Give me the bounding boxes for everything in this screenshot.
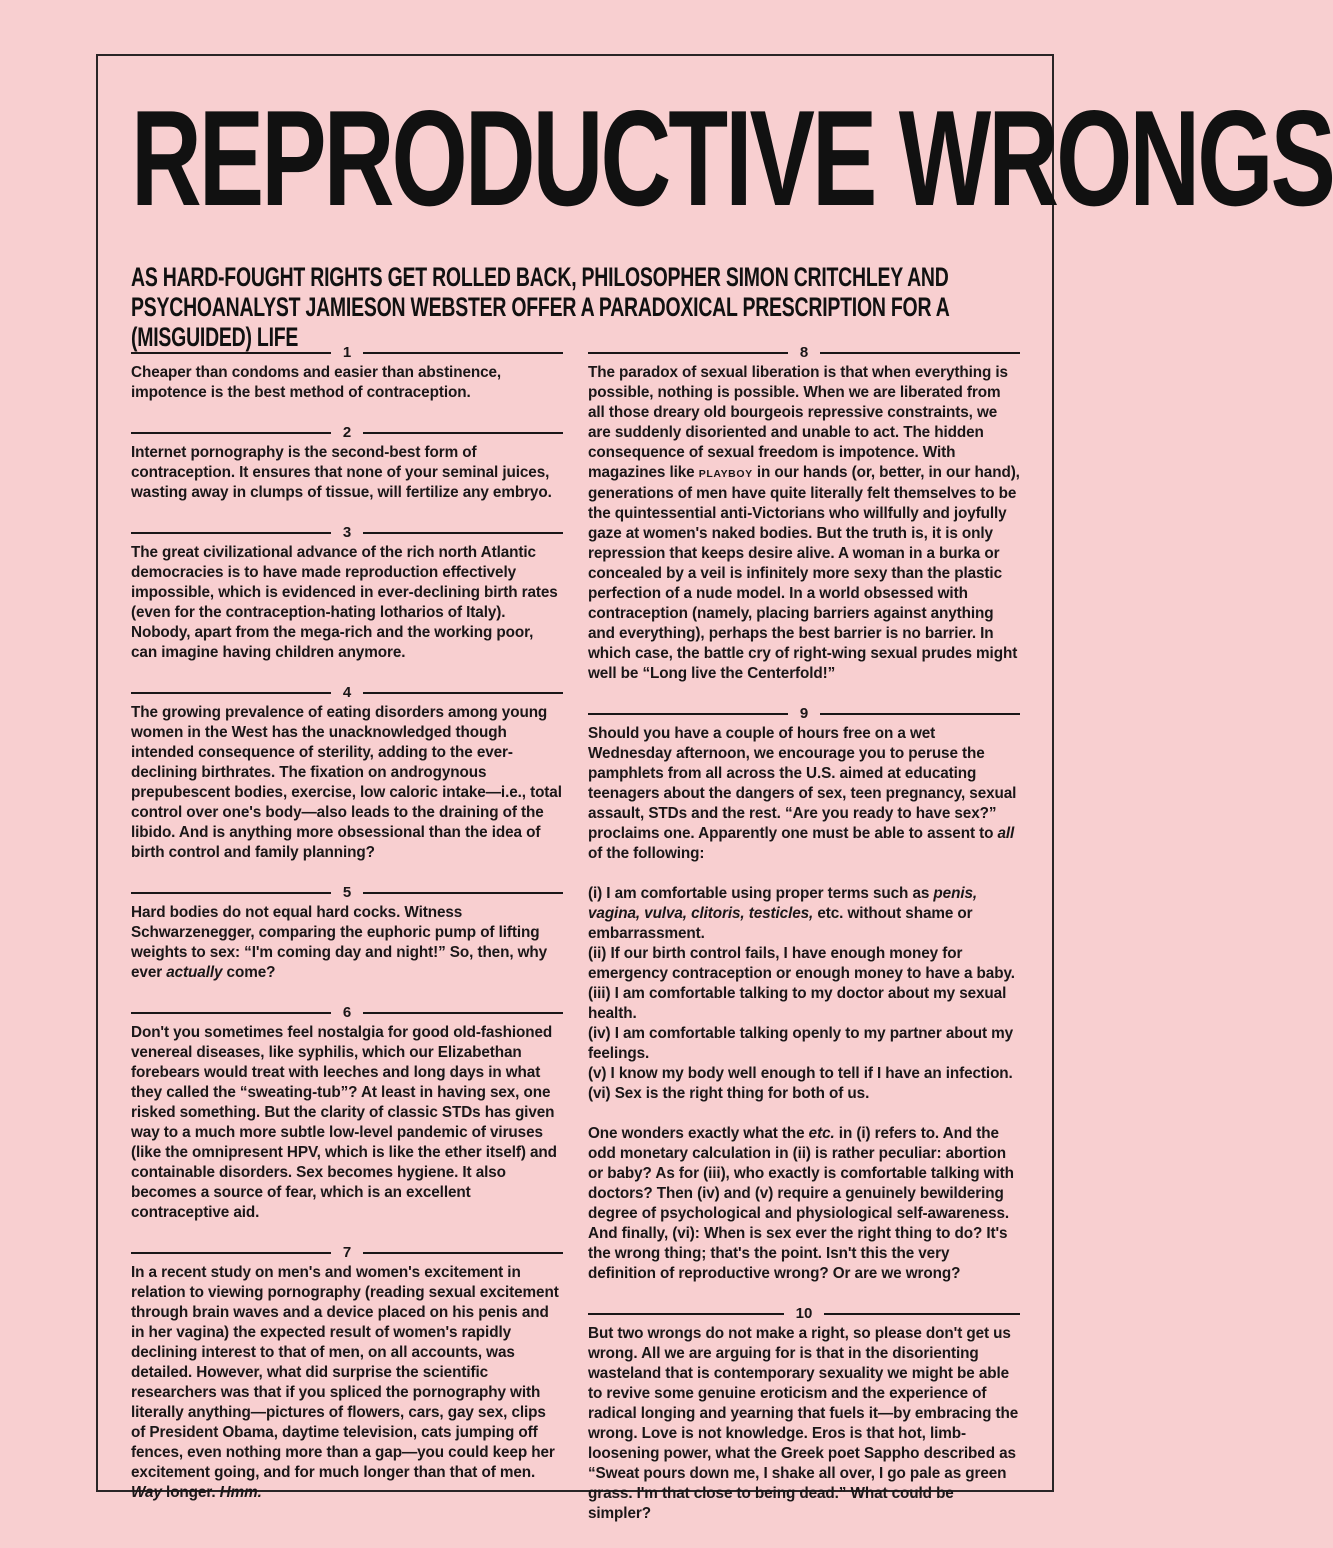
right-column [588,343,1020,1544]
text-run: in (i) refers to. And the odd monetary calculation in (ii) is rather peculiar: abortion or baby? As for (iii), who exactly is comfortable talking with doctors? Then (iv) and (v) require a genuinely bewildering degree of psychological and physiological self-awareness. And finally, (vi): When is sex ever the right thing to do? It's the wrong thing; that's the point. Isn't this the very definition of reproductive wrong? Or are we wrong? [588,1125,1014,1282]
section-number: 7 [342,1244,352,1261]
section-divider [131,1003,563,1023]
section-divider [588,343,1020,363]
section-number: 4 [342,684,352,701]
divider-rule [131,352,331,354]
divider-rule [131,532,331,534]
section-text: But two wrongs do not make a right, so please don't get us wrong. All we are arguing for is that in the disorienting wasteland that is contemporary sexuality we might be able to revive some genuine eroticism and the experience of radical longing and yearning that fuels it—by embracing the wrong. Love is not knowledge. Eros is that hot, limb-loosening power, what the Greek poet Sappho described as “Sweat pours down me, I shake all over, I go pale as green grass. I'm that close to being dead.” What could be simpler? [588,1325,1019,1522]
section-divider [131,343,563,363]
divider-rule [820,713,1020,715]
text-run: come? [222,964,276,981]
divider-rule [363,692,563,694]
checklist-item [588,884,1020,944]
section-6 [131,1003,563,1223]
divider-rule [363,892,563,894]
divider-rule [588,352,788,354]
section-number: 1 [342,344,352,361]
checklist-item: (vi) Sex is the right thing for both of us. [588,1085,870,1102]
section-number: 8 [799,344,809,361]
emphasis: etc. [808,1125,835,1142]
section-8 [588,343,1020,684]
text-run: Hard bodies do not equal hard cocks. Witness Schwarzenegger, comparing the euphoric pump of lifting weights to sex: “I'm coming day and night!” So, then, why ever [131,904,548,981]
section-2 [131,423,563,503]
divider-rule [363,1252,563,1254]
section-number: 9 [799,705,809,722]
divider-rule [131,1012,331,1014]
divider-rule [588,713,788,715]
magazine-name: PLAYBOY [698,468,753,480]
emphasis: Hmm. [219,1484,262,1501]
section-number: 6 [342,1004,352,1021]
checklist-item: (v) I know my body well enough to tell if I have an infection. [588,1065,1013,1082]
section-4 [131,683,563,863]
section-text [588,363,1020,684]
emphasis: actually [166,964,223,981]
checklist-item: (ii) If our birth control fails, I have enough money for emergency contraception or enough money to have a baby. [588,945,1015,982]
checklist-item: (iii) I am comfortable talking to my doctor about my sexual health. [588,985,1007,1022]
section-text: The great civilizational advance of the rich north Atlantic democracies is to have made reproduction effectively impossible, which is evidenced in ever-declining birth rates (even for the contraception-hating lotharios of Italy). Nobody, apart from the mega-rich and the working poor, can imagine having children anymore. [131,544,558,661]
section-text [131,1263,563,1503]
section-5 [131,883,563,983]
text-run: Should you have a couple of hours free on a wet Wednesday afternoon, we encourage you to peruse the pamphlets from all across the U.S. aimed at educating teenagers about the dangers of sex, teen pregnancy, sexual assault, STDs and the rest. “Are you ready to have sex?” proclaims one. Apparently one must be able to assent to [588,725,1017,842]
section-divider [131,423,563,443]
text-run: One wonders exactly what the [588,1125,809,1142]
section-text: Internet pornography is the second-best form of contraception. It ensures that none of your seminal juices, wasting away in clumps of tissue, will fertilize any embryo. [131,444,552,501]
article-title: REPRODUCTIVE WRONGS [131,82,1333,234]
section-divider [131,683,563,703]
text-run: The paradox of sexual liberation is that when everything is possible, nothing is possible. When we are liberated from all those dreary old bourgeois repressive constraints, we are suddenly disoriented and unable to act. The hidden consequence of sexual freedom is impotence. With magazines like [588,364,1008,481]
section-divider [131,883,563,903]
divider-rule [363,352,563,354]
section-9 [588,704,1020,1284]
divider-rule [131,692,331,694]
section-7 [131,1243,563,1503]
text-run: etc. without shame or embarrassment. [588,905,973,942]
divider-rule [131,1252,331,1254]
divider-rule [363,1012,563,1014]
text-run: (i) I am comfortable using proper terms such as [588,885,934,902]
section-text [131,903,563,983]
text-run: in our hands (or, better, in our hand), generations of men have quite literally felt themselves to be the quintessential anti-Victorians who willfully and joyfully gaze at women's naked bodies. But the truth is, it is only repression that keeps desire alive. A woman in a burka or concealed by a veil is infinitely more sexy than the plastic perfection of a nude model. In a world obsessed with contraception (namely, placing barriers against anything and everything), perhaps the best barrier is no barrier. In which case, the battle cry of right-wing sexual prudes might well be “Long live the Centerfold!” [588,464,1020,682]
checklist-item: (iv) I am comfortable talking openly to my partner about my feelings. [588,1025,1014,1062]
article-subtitle: AS HARD-FOUGHT RIGHTS GET ROLLED BACK, PHILOSOPHER SIMON CRITCHLEY AND PSYCHOANALYST JAMIESON WEBSTER OFFER A PARADOXICAL PRESCRIPTION FOR A (MISGUIDED) LIFE [131,262,949,352]
section-divider [131,1243,563,1263]
section-divider [131,523,563,543]
section-text [588,724,1020,864]
left-column [131,343,563,1523]
section-text: Don't you sometimes feel nostalgia for good old-fashioned venereal diseases, like syphilis, which our Elizabethan forebears would treat with leeches and long days in what they called the “sweating-tub”? At least in having sex, one risked something. But the clarity of classic STDs has given way to a much more subtle low-level pandemic of viruses (like the omnipresent HPV, which is like the ether itself) and containable disorders. Sex becomes hygiene. It also becomes a source of fear, which is an excellent contraceptive aid. [131,1024,557,1221]
section-10 [588,1304,1020,1524]
text-run: In a recent study on men's and women's excitement in relation to viewing pornography (reading sexual excitement through brain waves and a device placed on his penis and in her vagina) the expected result of women's rapidly declining interest to that of men, on all accounts, was detailed. However, what did surprise the scientific researchers was that if you spliced the pornography with literally anything—pictures of flowers, cars, gay sex, clips of President Obama, daytime television, cats jumping off fences, even nothing more than a gap—you could keep her excitement going, and for much longer than that of men. [131,1264,559,1481]
section-text [588,1124,1020,1284]
section-number: 3 [342,524,352,541]
divider-rule [131,432,331,434]
divider-rule [820,352,1020,354]
section-text: The growing prevalence of eating disorders among young women in the West has the unacknowledged though intended consequence of sterility, adding to the ever-declining birthrates. The fixation on androgynous prepubescent bodies, exercise, low caloric intake—i.e., total control over one's body—also leads to the draining of the libido. And is anything more obsessional than the idea of birth control and family planning? [131,704,562,861]
emphasis: penis, vagina, vulva, clitoris, testicles, [588,885,978,922]
text-run: longer. [161,1484,220,1501]
divider-rule [588,1313,784,1315]
divider-rule [363,532,563,534]
emphasis: Way [131,1484,162,1501]
section-3 [131,523,563,663]
section-divider [588,704,1020,724]
section-text: Cheaper than condoms and easier than abstinence, impotence is the best method of contraception. [131,364,502,401]
divider-rule [131,892,331,894]
section-1 [131,343,563,403]
section-divider [588,1304,1020,1324]
divider-rule [824,1313,1020,1315]
text-run: of the following: [588,845,705,862]
divider-rule [363,432,563,434]
section-number: 10 [795,1305,813,1322]
section-number: 2 [342,424,352,441]
emphasis: all [997,825,1015,842]
section-number: 5 [342,884,352,901]
